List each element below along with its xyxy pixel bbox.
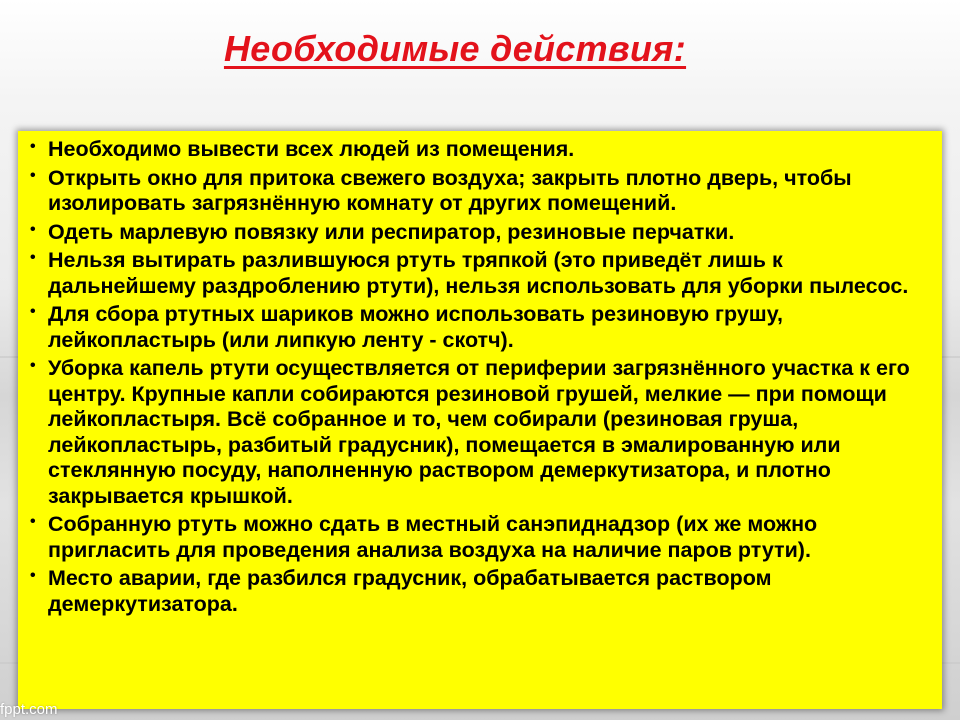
bullet-dot: • (30, 513, 36, 530)
bullet-dot: • (30, 303, 36, 320)
list-item-text: Место аварии, где разбился градусник, обрабатывается раствором демеркутизатора. (48, 566, 772, 616)
slide-title: Необходимые действия: (223, 28, 687, 69)
bullet-dot: • (30, 220, 36, 238)
list-item-text: Одеть марлевую повязку или респиратор, резиновые перчатки. (48, 219, 735, 244)
list-item (28, 248, 933, 299)
list-item (28, 166, 933, 217)
list-item-text: Уборка капель ртути осуществляется от периферии загрязнённого участка к его центру. Крупные капли собираются резиновой грушей, мелкие — при помощи лейкопластыря. Всё собранное и то, чем собирали (резиновая груша, лейкопластырь, разбитый градусник), помещается в эмалированную или стеклянную посуду, наполненную раствором демеркутизатора, и плотно закрывается крышкой. (48, 356, 910, 508)
list-item (28, 566, 933, 617)
bullet-dot: • (30, 357, 36, 374)
list-item-text: Для сбора ртутных шариков можно использовать резиновую грушу, лейкопластырь (или липкую ленту - скотч). (48, 302, 784, 352)
bullet-dot: • (30, 166, 36, 184)
bullet-list (28, 137, 933, 620)
list-item-text: Собранную ртуть можно сдать в местный санэпиднадзор (их же можно пригласить для проведения анализа воздуха на наличие паров ртути). (48, 512, 818, 562)
list-item-text: Открыть окно для притока свежего воздуха; закрыть плотно дверь, чтобы изолировать загрязнённую комнату от других помещений. (48, 165, 852, 215)
list-item (28, 356, 933, 509)
list-item-text: Необходимо вывести всех людей из помещения. (48, 137, 575, 161)
content-box (18, 131, 942, 709)
list-item (28, 220, 933, 246)
bullet-dot: • (30, 249, 36, 266)
watermark: fppt.com (0, 701, 58, 718)
list-item-text: Нельзя вытирать разлившуюся ртуть тряпкой (это приведёт лишь к дальнейшему раздроблению ртути), нельзя использовать для уборки пылесос. (48, 248, 909, 298)
bullet-dot: • (30, 567, 36, 584)
list-item (28, 137, 933, 163)
list-item (28, 512, 933, 563)
list-item (28, 302, 933, 353)
bullet-dot: • (30, 138, 36, 155)
